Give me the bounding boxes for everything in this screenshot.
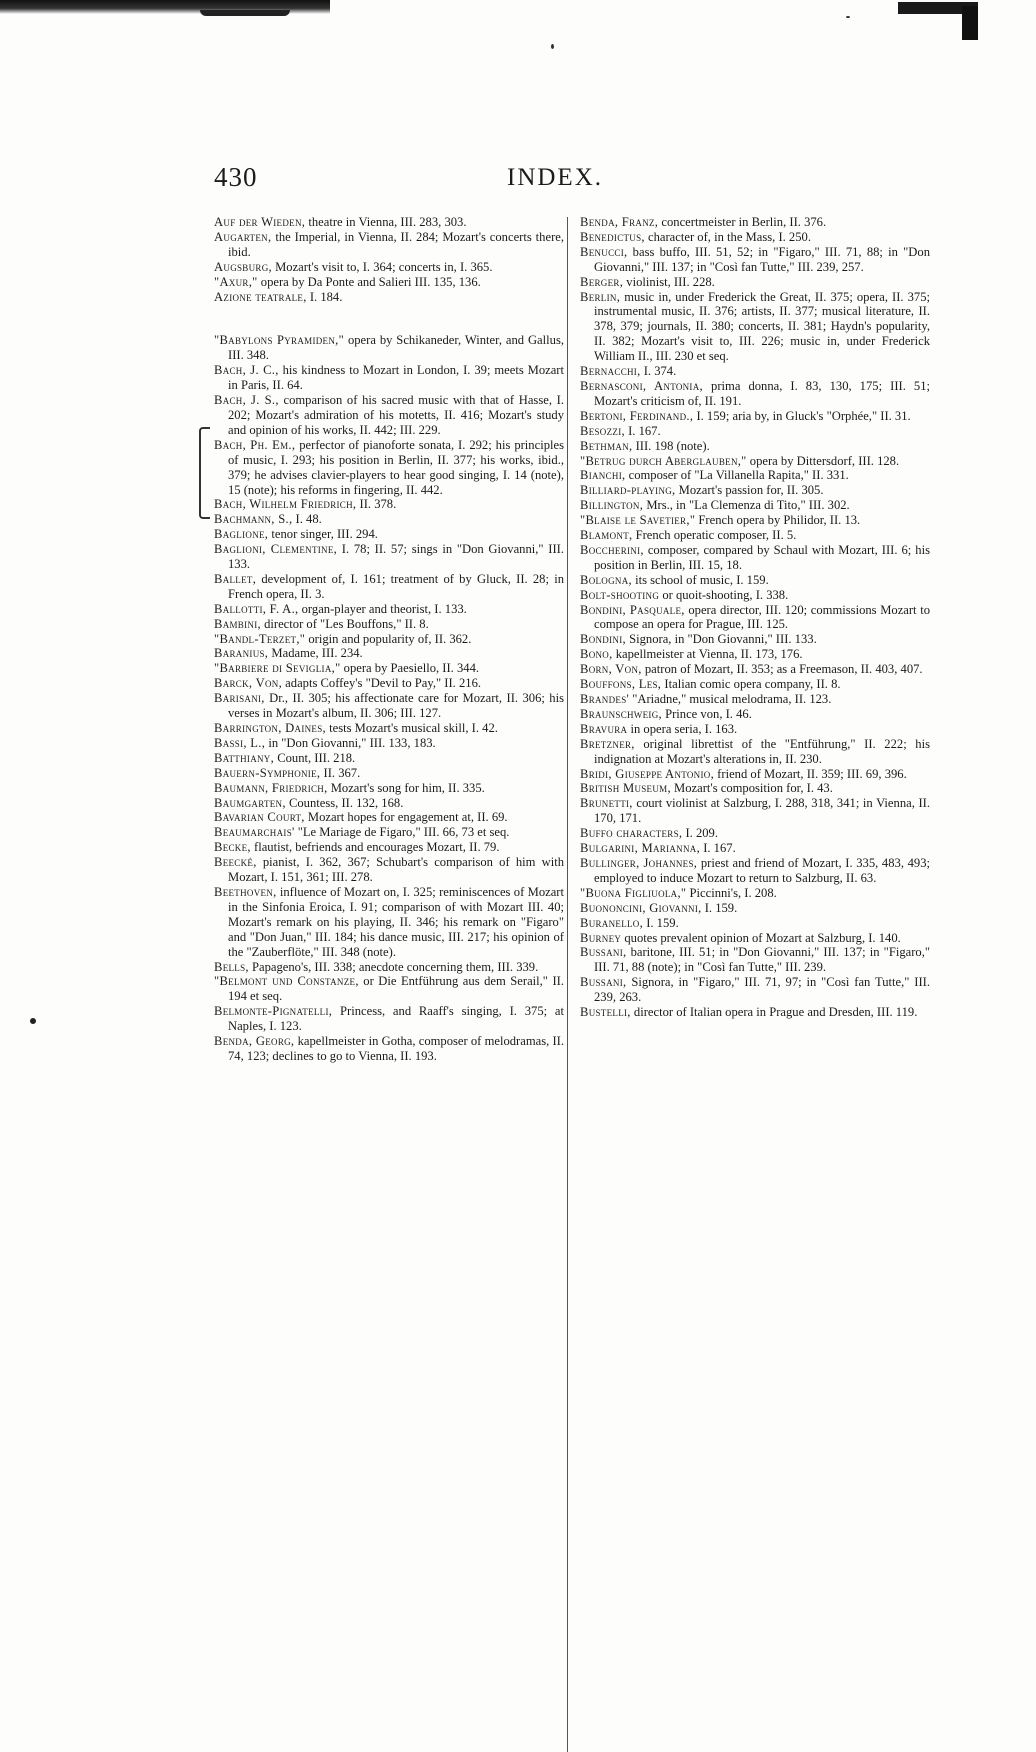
index-column-right (580, 215, 930, 1020)
index-entry (214, 215, 564, 230)
index-references: organ-player and theorist, I. 133. (298, 601, 467, 616)
index-entry (580, 1005, 930, 1020)
index-entry (580, 513, 930, 528)
scan-edge-shadow (200, 10, 290, 16)
index-headword: Baranius, (214, 646, 269, 661)
index-headword: Braunschweig, (580, 706, 662, 721)
index-entry (580, 215, 930, 230)
index-entry (214, 781, 564, 796)
index-entry (580, 662, 930, 677)
index-entry (214, 721, 564, 736)
index-entry (214, 661, 564, 676)
running-title: INDEX. (507, 164, 604, 191)
index-headword: Ballotti, F. A., (214, 601, 299, 616)
page-header (214, 162, 1004, 202)
index-references: Countess, II. 132, 168. (285, 795, 404, 810)
index-entry (214, 736, 564, 751)
index-headword: Bussani, (580, 975, 627, 990)
index-entry (580, 454, 930, 469)
index-entry (580, 916, 930, 931)
index-references: original librettist of the "Entführung," II. 222; his indignation at Mozart's alterations in, II. 230. (594, 736, 930, 766)
index-references: Mozart's visit to, I. 364; concerts in, I. 365. (271, 259, 493, 274)
index-entry (214, 840, 564, 855)
index-headword: "Barbiere di Seviglia," (214, 661, 341, 676)
index-headword: Belmonte-Pignatelli, (214, 1004, 333, 1019)
index-headword: Billington, (580, 498, 644, 513)
index-headword: Bach, Ph. Em., (214, 437, 296, 452)
index-headword: Bavarian Court, (214, 810, 305, 825)
index-entry (580, 588, 930, 603)
index-references: Piccinni's, I. 208. (686, 885, 777, 900)
index-entry (214, 810, 564, 825)
index-headword: Bondini, (580, 632, 626, 647)
scan-speck (846, 16, 850, 18)
handwritten-bracket-mark (199, 427, 210, 519)
index-entry (580, 468, 930, 483)
index-headword: Benedictus, (580, 229, 645, 244)
index-entry (580, 424, 930, 439)
index-references: I. 78; II. 57; sings in "Don Giovanni," III. 133. (228, 542, 564, 572)
index-headword: Barisani, (214, 691, 265, 706)
index-headword: Bretzner, (580, 736, 635, 751)
index-headword: Bernacchi, (580, 364, 641, 379)
scan-speck (551, 44, 554, 49)
index-references: I. 159; aria by, in Gluck's "Orphée," II. 31. (693, 408, 911, 423)
index-headword: Bethman, (580, 438, 633, 453)
index-references: Mrs., in "La Clemenza di Tito," III. 302. (643, 498, 850, 513)
index-entry (214, 960, 564, 975)
index-references: "Le Mariage de Figaro," III. 66, 73 et seq. (294, 825, 510, 840)
index-entry (214, 602, 564, 617)
index-headword: Burney (580, 930, 622, 945)
index-entry (580, 945, 930, 975)
index-headword: Azione teatrale, (214, 289, 307, 304)
index-references: influence of Mozart on, I. 325; reminiscences of Mozart in the Sinfonia Eroica, I. 91; comparison of with Mozart III. 40; Mozart's remark on his playing, II. 346; his remark on "Figaro" and "Don Juan," III. 184; his dance music, III. 217; his opinion of the "Zauberflöte," III. 348 (note). (228, 884, 564, 959)
index-entry (580, 826, 930, 841)
index-headword: Bachmann, S., (214, 512, 293, 527)
index-entry (580, 737, 930, 767)
index-references: II. 367. (320, 765, 361, 780)
index-entry (214, 885, 564, 960)
index-headword: British Museum, (580, 781, 671, 796)
index-references: patron of Mozart, II. 353; as a Freemason, II. 403, 407. (641, 662, 923, 677)
index-entry (580, 528, 930, 543)
index-headword: Bambini, (214, 616, 261, 631)
index-entry (214, 676, 564, 691)
index-headword: Brandes' (580, 692, 630, 706)
index-headword: Bach, Wilhelm Friedrich, (214, 497, 357, 512)
index-references: theatre in Vienna, III. 283, 303. (305, 215, 467, 229)
index-headword: Benda, Georg, (214, 1034, 295, 1049)
index-references: composer of "La Villanella Rapita," II. 331. (625, 468, 849, 483)
index-references: pianist, I. 362, 367; Schubart's comparison of him with Mozart, I. 151, 361; III. 278. (228, 855, 564, 885)
index-entry (580, 975, 930, 1005)
index-references: priest and friend of Mozart, I. 335, 483, 493; employed to induce Mozart to return to Salzburg, II. 63. (594, 855, 930, 885)
index-entry (214, 632, 564, 647)
index-references: in "Don Giovanni," III. 133, 183. (265, 735, 436, 750)
index-entry (580, 931, 930, 946)
index-references: opera director, III. 120; commissions Mozart to compose an opera for Prague, III. 125. (594, 602, 930, 632)
index-references: music in, under Frederick the Great, II. 375; opera, II. 375; instrumental music, II. 376; artists, II. 377; musical literature, II. 378, 379; journals, II. 380; concerts, II. 381; Haydn's popularity, II. 382; Mozart's visit to, III. 226; music in, under Frederick William II., III. 230 et seq. (594, 289, 930, 364)
index-headword: Bridi, Giuseppe Antonio, (580, 766, 715, 781)
index-references: Mozart's composition for, I. 43. (670, 781, 833, 796)
index-headword: Barrington, Daines, (214, 721, 326, 735)
index-references: adapts Coffey's "Devil to Pay," II. 216. (282, 676, 482, 691)
index-entry (214, 290, 564, 305)
index-entry (214, 393, 564, 438)
column-divider (567, 217, 568, 1752)
index-entry (580, 379, 930, 409)
index-headword: Beaumarchais' (214, 825, 295, 840)
index-references: the Imperial, in Vienna, II. 284; Mozart's concerts there, ibid. (228, 229, 564, 259)
index-entry (214, 333, 564, 363)
index-headword: Bertoni, Ferdinand., (580, 408, 694, 423)
index-entry (214, 438, 564, 498)
index-headword: Baglione, (214, 527, 269, 542)
index-entry (580, 856, 930, 886)
index-headword: Bussani, (580, 945, 627, 960)
index-entry (580, 573, 930, 588)
index-references: Princess, and Raaff's singing, I. 375; at Naples, I. 123. (228, 1004, 564, 1034)
index-entry (214, 855, 564, 885)
index-references: I. 209. (682, 826, 719, 841)
index-entry (580, 647, 930, 662)
index-column-left (214, 215, 564, 1064)
index-headword: Baglioni, Clementine, (214, 542, 338, 557)
index-entry (580, 364, 930, 379)
index-headword: Augsburg, (214, 259, 272, 274)
index-entry (214, 751, 564, 766)
scan-speck (30, 1018, 36, 1024)
index-references: Count, III. 218. (274, 750, 356, 765)
index-references: kapellmeister at Vienna, II. 173, 176. (612, 647, 803, 662)
index-headword: "Blaise le Savetier," (580, 513, 696, 528)
index-references: or Die Entführung aus dem Serail," II. 194 et seq. (228, 974, 564, 1004)
index-headword: "Belmont und Constanze, (214, 974, 359, 989)
index-references: Signora, in "Figaro," III. 71, 97; in "Così fan Tutte," III. 239, 263. (594, 975, 930, 1005)
index-headword: Berger, (580, 274, 624, 289)
index-headword: Buranello, (580, 915, 644, 930)
index-references: I. 167. (624, 423, 661, 438)
index-entry (214, 766, 564, 781)
index-headword: Bolt-shooting (580, 587, 660, 602)
index-headword: Bouffons, Les, (580, 677, 662, 692)
index-references: director of "Les Bouffons," II. 8. (260, 616, 429, 631)
index-references: II. 378. (356, 497, 397, 512)
index-references: in opera seria, I. 163. (627, 721, 738, 736)
index-headword: Buffo characters, (580, 826, 683, 841)
index-references: French opera by Philidor, II. 13. (695, 513, 861, 528)
index-entry (214, 275, 564, 290)
index-entry (580, 439, 930, 454)
index-entry (214, 260, 564, 275)
index-headword: Bach, J. C., (214, 363, 279, 378)
index-headword: Besozzi, (580, 423, 625, 438)
index-headword: "Axur," (214, 274, 258, 289)
index-entry (214, 230, 564, 260)
index-entry (214, 691, 564, 721)
index-headword: Born, Von, (580, 662, 642, 677)
index-headword: Bustelli, (580, 1005, 631, 1020)
index-entry (214, 825, 564, 840)
index-entry (214, 527, 564, 542)
index-entry (580, 275, 930, 290)
index-headword: Bach, J. S., (214, 393, 279, 408)
index-references: director of Italian opera in Prague and Dresden, III. 119. (630, 1005, 918, 1020)
index-references: kapellmeister in Gotha, composer of melodramas, II. 74, 123; declines to go to Vienna, II. 193. (228, 1034, 564, 1063)
index-references: Mozart hopes for engagement at, II. 69. (304, 810, 508, 825)
index-headword: "Babylons Pyramiden," (214, 333, 345, 348)
index-headword: Becke, (214, 840, 251, 855)
index-entry (214, 1004, 564, 1034)
index-headword: Blamont, (580, 528, 633, 543)
index-references: bass buffo, III. 51, 52; in "Figaro," III. 71, 88; in "Don Giovanni," III. 137; in "Così fan Tutte," III. 239, 257. (594, 244, 930, 274)
index-references: I. 167. (700, 841, 736, 856)
index-entry (580, 781, 930, 796)
index-references: prima donna, I. 83, 130, 175; III. 51; Mozart's criticism of, II. 191. (594, 378, 930, 408)
index-headword: Auf der Wieden, (214, 215, 306, 229)
index-headword: Baumann, Friedrich, (214, 780, 328, 795)
index-headword: Brunetti, (580, 796, 633, 811)
index-headword: Benucci, (580, 244, 628, 259)
index-headword: Bernasconi, Antonia, (580, 378, 703, 393)
index-headword: Bologna, (580, 572, 632, 587)
index-references: his kindness to Mozart in London, I. 39; meets Mozart in Paris, II. 64. (228, 363, 564, 393)
index-headword: Bells, (214, 959, 249, 974)
index-headword: Bullinger, Johannes, (580, 855, 698, 870)
index-references: Dr., II. 305; his affectionate care for Mozart, II. 306; his verses in Mozart's album, II. 306; III. 127. (228, 691, 564, 721)
index-references: French operatic composer, II. 5. (632, 528, 797, 543)
index-entry (214, 974, 564, 1004)
index-references: I. 184. (306, 289, 343, 304)
index-references: III. 198 (note). (632, 438, 710, 453)
index-entry (580, 603, 930, 633)
index-entry (214, 617, 564, 632)
index-headword: Augarten, (214, 229, 272, 244)
index-references: Signora, in "Don Giovanni," III. 133. (625, 632, 817, 647)
index-references: Prince von, I. 46. (661, 706, 752, 721)
index-references: I. 159. (643, 915, 679, 930)
index-headword: Billiard-playing, (580, 483, 676, 498)
index-entry (580, 841, 930, 856)
index-headword: Batthiany, (214, 750, 275, 765)
index-references: Mozart's song for him, II. 335. (327, 780, 485, 795)
index-headword: "Buona Figliuola," (580, 885, 687, 900)
index-headword: Bono, (580, 647, 613, 662)
index-headword: Berlin, (580, 289, 621, 304)
index-entry (580, 901, 930, 916)
page-number: 430 (214, 162, 258, 192)
index-entry (580, 230, 930, 245)
index-entry (580, 677, 930, 692)
index-headword: Beethoven, (214, 884, 277, 899)
index-references: court violinist at Salzburg, I. 288, 318, 341; in Vienna, II. 170, 171. (594, 796, 930, 826)
index-references: development of, I. 161; treatment of by Gluck, II. 28; in French opera, II. 3. (228, 571, 564, 601)
index-references: tests Mozart's musical skill, I. 42. (325, 721, 498, 735)
index-references: origin and popularity of, II. 362. (305, 631, 472, 646)
index-headword: "Betrug durch Aberglauben," (580, 453, 747, 468)
index-references: baritone, III. 51; in "Don Giovanni," III. 137; in "Figaro," III. 71, 88 (note); in "Così fan Tutte," III. 239. (594, 945, 930, 975)
index-headword: Bondini, Pasquale, (580, 602, 685, 617)
index-references: Mozart's passion for, II. 305. (675, 483, 824, 498)
index-references: Papageno's, III. 338; anecdote concerning them, III. 339. (248, 959, 539, 974)
index-references: character of, in the Mass, I. 250. (644, 229, 811, 244)
index-entry (580, 498, 930, 513)
index-entry (580, 722, 930, 737)
index-entry (214, 542, 564, 572)
index-headword: Bianchi, (580, 468, 626, 483)
index-references: perfector of pianoforte sonata, I. 292; his principles of music, I. 293; his position in Berlin, II. 377; his works, ibid., 379; he advises clavier-players to hear good singing, I. 14 (note), 15 (note); his reforms in fingering, II. 442. (228, 437, 564, 497)
index-entry (214, 796, 564, 811)
index-entry (580, 409, 930, 424)
index-references: I. 48. (292, 512, 322, 527)
index-headword: Baumgarten, (214, 795, 286, 810)
index-references: opera by Da Ponte and Salieri III. 135, 136. (257, 274, 481, 289)
index-entry (580, 483, 930, 498)
index-references: "Ariadne," musical melodrama, II. 123. (629, 692, 832, 706)
index-headword: Boccherini, (580, 542, 644, 557)
index-headword: "Bandl-Terzet," (214, 631, 306, 646)
index-headword: Ballet, (214, 571, 257, 586)
index-headword: Bulgarini, Marianna, (580, 841, 701, 856)
index-entry (214, 497, 564, 512)
index-references: I. 374. (640, 364, 677, 379)
index-references: opera by Dittersdorf, III. 128. (746, 453, 900, 468)
index-references: violinist, III. 228. (623, 274, 715, 289)
index-headword: Barck, Von, (214, 676, 283, 691)
index-references: Italian comic opera company, II. 8. (661, 677, 841, 692)
index-references: composer, compared by Schaul with Mozart, III. 6; his position in Berlin, III. 15, 18. (594, 542, 930, 572)
index-entry (214, 512, 564, 527)
index-entry (580, 707, 930, 722)
index-references: comparison of his sacred music with that of Hasse, I. 202; Mozart's admiration of his motetts, II. 416; Mozart's study and opinion of his works, II. 442; III. 229. (228, 393, 564, 437)
index-headword: Benda, Franz, (580, 215, 659, 229)
index-entry (580, 290, 930, 365)
index-references: flautist, befriends and encourages Mozart, II. 79. (250, 840, 500, 855)
scan-edge-shadow (962, 6, 978, 40)
index-headword: Bassi, L., (214, 735, 266, 750)
index-headword: Buononcini, Giovanni, (580, 900, 702, 915)
index-references: opera by Schikaneder, Winter, and Gallus, III. 348. (228, 333, 564, 363)
index-entry (214, 572, 564, 602)
index-references: I. 159. (701, 900, 738, 915)
index-references: opera by Paesiello, II. 344. (340, 661, 480, 676)
index-entry (214, 646, 564, 661)
index-headword: Beecké, (214, 855, 257, 870)
index-entry (580, 543, 930, 573)
index-entry (580, 692, 930, 707)
index-references: or quoit-shooting, I. 338. (659, 587, 789, 602)
index-headword: Bravura (580, 721, 628, 736)
index-entry (580, 886, 930, 901)
index-entry (214, 1034, 564, 1064)
index-references: quotes prevalent opinion of Mozart at Salzburg, I. 140. (621, 930, 901, 945)
index-references: its school of music, I. 159. (631, 572, 769, 587)
index-references: concertmeister in Berlin, II. 376. (658, 215, 827, 229)
index-entry (580, 245, 930, 275)
index-references: Madame, III. 234. (268, 646, 363, 661)
index-headword: Bauern-Symphonie, (214, 765, 321, 780)
index-entry (580, 632, 930, 647)
index-references: friend of Mozart, II. 359; III. 69, 396. (714, 766, 907, 781)
index-entry (214, 363, 564, 393)
index-entry (580, 767, 930, 782)
index-entry (580, 796, 930, 826)
index-references: tenor singer, III. 294. (268, 527, 378, 542)
